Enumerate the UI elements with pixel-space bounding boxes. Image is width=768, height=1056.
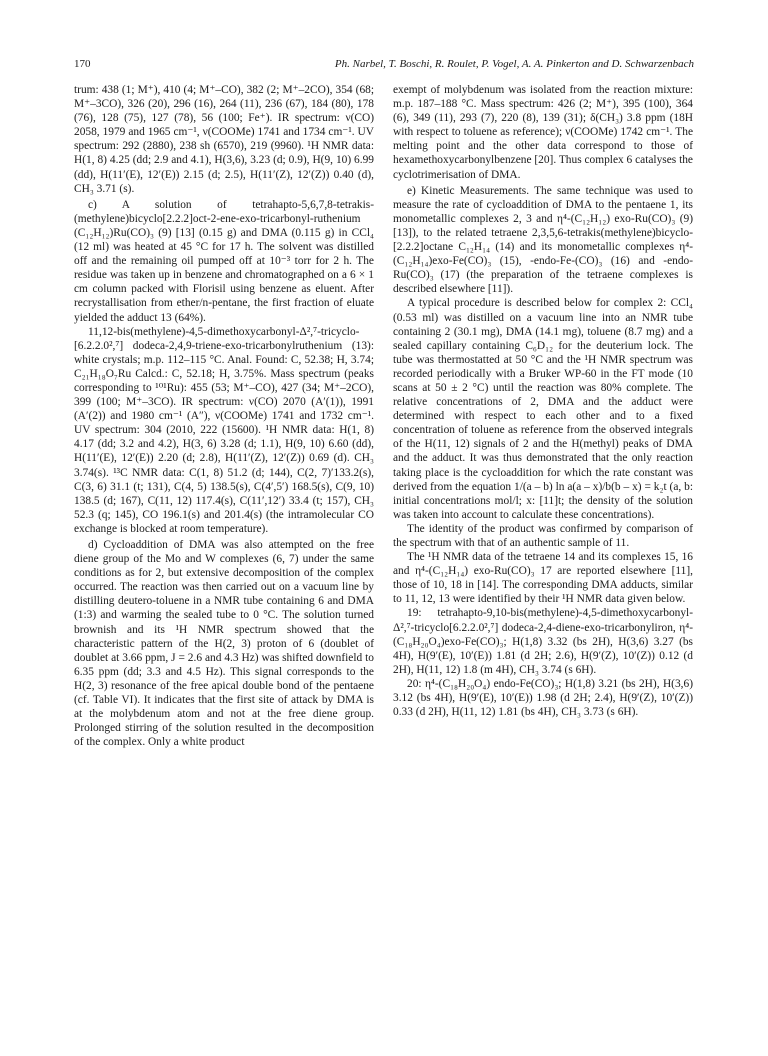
paragraph: d) Cycloaddition of DMA was also attempted on the free diene group of the Mo and W complexes (6, 7) under the same conditions as for 2, but extensive decomposition of the complex occurred. The reaction was then carried out on a vacuum line by distilling deutero-toluene in a NMR tube containing 6 and DMA (1:3) and warming the sealed tube to 0 °C. The solution turned brownish and its ¹H NMR spectrum showed that the characteristic pattern of the H(2, 3) proton of 6 (doublet of doublet at 3.66 ppm, J = 2.6 and 4.3 Hz) was shifted downfield to 6.35 ppm (dd; 3.3 and 4.5 Hz). This signal corresponds to the H(2, 3) resonance of the free apical double bond of the pentaene (cf. Table VI). It indicates that the first site of attack by DMA is at the molybdenum atom and not at the free diene group. Prolonged stirring of the solution resulted in the decomposition of the complex. Only a white product [74, 539, 374, 749]
paragraph: c) A solution of tetrahapto-5,6,7,8-tetrakis-(methylene)bicyclo[2.2.2]oct-2-ene-exo-tricarbonyl-ruthenium (C₁₂H₁₂)Ru(CO)₃ (9) [13] (0.15 g) and DMA (0.115 g) in CCl₄ (12 ml) was heated at 45 °C for 17 h. The solvent was distilled off and the remaining oil pumped off at 10⁻³ torr for 2 h. The residue was taken up in benzene and chromatographed on a 6 × 1 cm column packed with Florisil using benzene as eluent. After recrystallisation from ether/n-pentane, the first fraction of eluate yielded the adduct 13 (64%). [74, 198, 374, 324]
left-column [74, 83, 374, 749]
paragraph: trum: 438 (1; M⁺), 410 (4; M⁺–CO), 382 (2; M⁺–2CO), 354 (68; M⁺–3CO), 326 (20), 296 (16), 264 (11), 236 (67), 184 (80), 178 (76), 128 (75), 127 (78), 56 (100; Fe⁺). IR spectrum: ν(CO) 2058, 1979 and 1965 cm⁻¹, ν(COOMe) 1741 and 1734 cm⁻¹. UV spectrum: 292 (2880), 238 sh (6570), 219 (9960). ¹H NMR data: H(1, 8) 4.25 (dd; 2.9 and 4.1), H(3,6), 3.23 (d; 0.9), H(9, 10) 6.99 (dd), H(11′(E), 12′(E)) 2.15 (d; 2.5), H(11′(Z), 12′(Z)) 0.40 (d), CH₃ 3.71 (s). [74, 84, 374, 195]
paragraph: 20: η⁴-(C₁₈H₂₀O₄) endo-Fe(CO)₃; H(1,8) 3.21 (bs 2H), H(3,6) 3.12 (bs 4H), H(9′(E), 10′(E)) 1.98 (d 2H; 2.4), H(9′(Z), 10′(Z)) 0.33 (d 2H), H(11, 12) 1.81 (bs 4H), CH₃ 3.73 (s 6H). [393, 677, 693, 719]
paragraph: The identity of the product was confirmed by comparison of the spectrum with that of an authentic sample of 11. [393, 522, 693, 549]
running-head: Ph. Narbel, T. Boschi, R. Roulet, P. Vogel, A. A. Pinkerton and D. Schwarzenbach [334, 58, 694, 70]
paragraph: 11,12-bis(methylene)-4,5-dimethoxycarbonyl-Δ²,⁷-tricyclo-[6.2.2.0²,⁷] dodeca-2,4,9-triene-exo-tricarbonylruthenium (13): white crystals; m.p. 112–115 °C. Anal. Found: C, 52.38; H, 3.74; C₂₁H₁₈O₇Ru Calcd.: C, 52.18; H, 3.75%. Mass spectrum (peaks corresponding to ¹⁰¹Ru): 455 (53; M⁺–CO), 427 (34; M⁺–2CO), 399 (100; M⁺–3CO). IR spectrum: ν(CO) 2070 (A′(1)), 1991 (A′(2)) and 1980 cm⁻¹ (A″), ν(COOMe) 1741 and 1732 cm⁻¹. UV spectrum: 304 (2010, 222 (15600). ¹H NMR data: H(1, 8) 4.17 (dd; 3.2 and 4.2), H(3, 6) 3.28 (d; 1.1), H(9, 10) 6.60 (dd), H(11′(E), 12′(E)) 2.20 (d; 2.8), H(11′(Z), 12′(Z)) 0.69 (d). CH₃ 3.74(s). ¹³C NMR data: C(1, 8) 51.2 (d; 144), C(2, 7)′133.2(s), C(3, 6) 31.1 (t; 131), C(4, 5) 138.5(s), C(4′,5′) 168.5(s), C(9, 10) 138.5 (d; 167), C(11, 12) 117.4(s), C(11′,12′) 33.4 (t; 157), CH₃ 52.3 (q; 145), CO 196.1(s) and 201.4(s) (the intramolecular CO exchange is blocked at room temperature). [74, 325, 374, 535]
paragraph: 19: tetrahapto-9,10-bis(methylene)-4,5-dimethoxycarbonyl-Δ²,⁷-tricyclo[6.2.2.0²,⁷] dodeca-2,4-diene-exo-tricarbonyliron, η⁴-(C₁₈H₂₀O₄)exo-Fe(CO)₃; H(1,8) 3.32 (bs 2H), H(3,6) 3.27 (bs 4H), H(9′(E), 10′(E)) 1.81 (d 2H; 2.6), H(9′(Z), 10′(Z)) 0.12 (d 2H), H(11, 12) 1.8 (m 4H), CH₃ 3.74 (s 6H). [393, 607, 693, 676]
paragraph: e) Kinetic Measurements. The same technique was used to measure the rate of cycloaddition of DMA to the pentaene 1, its monometallic complexes 2, 3 and η⁴-(C₁₂H₁₂) exo-Ru(CO)₃ (9) [13]), to the related tetraene 2,3,5,6-tetrakis(methylene)bicyclo-[2.2.2]octane C₁₂H₁₄ (14) and its monometallic complexes η⁴-(C₁₂H₁₄)exo-Fe(CO)₃ (15), -endo-Fe-(CO)₃ (16) and -endo-Ru(CO)₃ (17) (the preparation of the tetraene complexes is described elsewhere [11]). [393, 184, 693, 296]
paragraph: The ¹H NMR data of the tetraene 14 and its complexes 15, 16 and η⁴-(C₁₂H₁₄) exo-Ru(CO)₃ 17 are reported elsewhere [11], those of 10, 18 in [14]. The corresponding DMA adducts, similar to 11, 12, 13 were identified by their ¹H NMR data given below. [393, 551, 693, 606]
paragraph: A typical procedure is described below for complex 2: CCl₄ (0.53 ml) was distilled on a vacuum line into an NMR tube containing 2 (30.1 mg), DMA (14.1 mg), toluene (8.7 mg) and a sealed capillary containing C₆D₁₂ for the deuterium lock. The tube was thermostatted at 50 °C and the ¹H NMR spectrum was recorded periodically with a Bruker WP-60 in the FT mode (10 scans at 50 ± 2 °C) until the reaction was 80% complete. The relative concentrations of 2, DMA and the adduct were determined with respect to each other and to a fixed concentration of toluene as reference from the observed integrals of the H(11, 12) signals of 2 and the H(methyl) peaks of DMA and the adduct. It was thus demonstrated that the only reaction taking place is the cycloaddition for which the rate constant was derived from the equation 1/(a – b) ln a(a – x)/b(b – x) = k₂t (a, b: initial concentrations mol/l; x: [11]t; the density of the solution was taken into account to calculate these concentrations). [393, 297, 693, 521]
paragraph: exempt of molybdenum was isolated from the reaction mixture: m.p. 187–188 °C. Mass spectrum: 426 (2; M⁺), 395 (100), 364 (6), 349 (11), 293 (7), 220 (8), 139 (31); δ(CH₃) 3.8 ppm (18H with respect to toluene as reference); ν(COOMe) 1742 cm⁻¹. The melting point and the other data correspond to those of hexamethoxycarbonylbenzene [20]. Thus complex 6 catalyses the cyclotrimerisation of DMA. [393, 84, 693, 181]
page-number: 170 [74, 58, 91, 70]
page-header [74, 58, 694, 74]
right-column [393, 83, 693, 719]
